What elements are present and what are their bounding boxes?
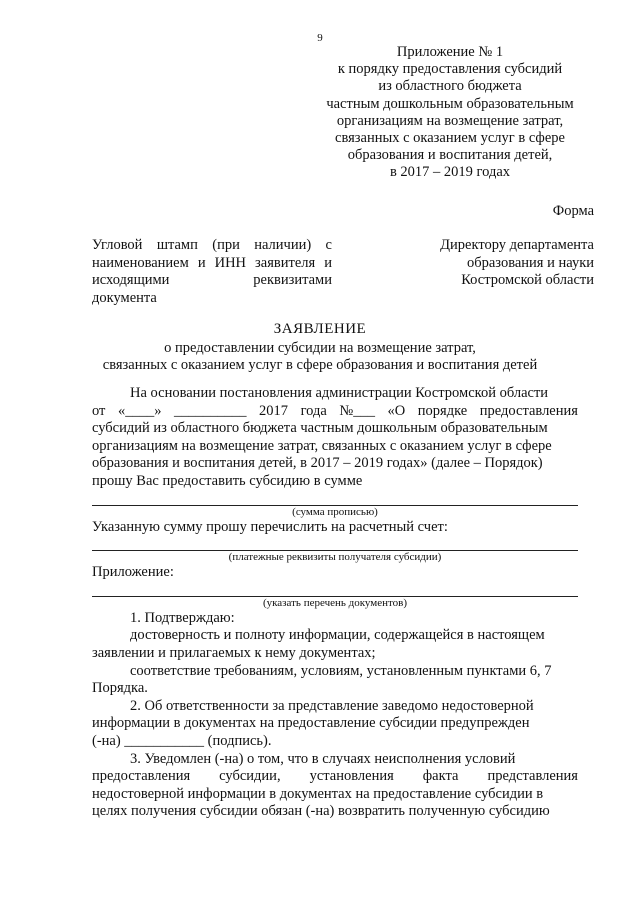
paragraph-line: субсидий из областного бюджета частным дошкольным образовательным [92,420,548,437]
stamp-line [92,272,332,290]
word: от [92,402,106,419]
paragraph-line: 2. Об ответственности за представление заведомо недостоверной [130,697,534,714]
sum-in-words-field[interactable] [92,493,578,506]
stamp-line [92,237,332,255]
word: штамп [156,237,198,253]
account-label: Указанную сумму прошу перечислить на расчетный счет: [92,518,448,535]
word: реквизитами [253,272,332,288]
paragraph-line-justified [92,768,578,786]
application-body [92,385,578,821]
addressee-line: Костромской области [461,272,594,288]
document-subtitle [0,340,640,374]
corner-stamp-note [92,237,332,307]
paragraph-line: образования и воспитания детей, в 2017 – 2019 годах» (далее – Порядок) [92,455,543,472]
word: предоставления [479,402,578,419]
word: субсидии, [219,768,281,785]
addressee-line: Директору департамента [440,237,594,253]
document-title: ЗАЯВЛЕНИЕ [273,321,367,337]
paragraph-line: достоверность и полноту информации, содержащейся в настоящем [130,627,545,644]
annex-line: к порядку предоставления субсидий [337,61,563,78]
word: установления [309,768,394,785]
date-day-blank: «____» [117,402,162,419]
word: с [325,237,332,253]
paragraph-line: заявлении и прилагаемых к нему документах; [92,644,376,661]
annex-line: Приложение № 1 [396,44,504,60]
field-caption: (указать перечень документов) [262,596,408,609]
annex-line: связанных с оказанием услуг в сфере [335,130,565,147]
subtitle-line: о предоставлении субсидии на возмещение затрат, [164,340,476,356]
paragraph-line: недостоверной информации в документах на предоставление субсидии в [92,785,544,802]
word: предоставления [92,768,191,785]
annex-line: организациям на возмещение затрат, [336,112,564,129]
word: порядке [417,402,468,419]
word: 2017 [259,402,289,419]
addressee-line: образования и науки [466,254,594,271]
word: (при [212,237,240,253]
field-caption: (платежные реквизиты получателя субсидии) [228,551,442,564]
word: исходящими [92,272,170,288]
payment-requisites-field[interactable] [92,538,578,551]
word: наличии) [254,237,312,253]
date-month-blank: __________ [174,402,247,419]
signature-line: (-на) ___________ (подпись). [92,732,272,749]
annex-line: образования и воспитания детей, [347,147,553,164]
word: наименованием [92,254,189,271]
paragraph-line: На основании постановления администрации Костромской области [130,385,549,401]
stamp-line: документа [92,289,157,306]
stamp-line [92,255,332,273]
number-blank: №___ [339,402,375,419]
word: заявителя [255,254,316,271]
word: представления [487,768,578,785]
paragraph-line: организациям на возмещение затрат, связанных с оказанием услуг в сфере [92,437,552,454]
field-caption: (сумма прописью) [292,505,378,518]
paragraph-line: 3. Уведомлен (-на) о том, что в случаях неисполнения условий [130,750,516,767]
documents-list-field[interactable] [92,584,578,597]
paragraph-line-justified [92,403,578,421]
paragraph-line: целях получения субсидии обязан (-на) возвратить полученную субсидию [92,803,550,820]
form-label: Форма [552,203,594,219]
word: «О [387,402,406,419]
paragraph-line: прошу Вас предоставить субсидию в сумме [92,472,363,489]
paragraph-line: Порядка. [92,680,148,697]
page-number: 9 [317,32,323,44]
word: факта [422,768,459,785]
subtitle-line: связанных с оказанием услуг в сфере образования и воспитания детей [102,357,538,373]
item-1-title: 1. Подтверждаю: [130,609,235,626]
annex-line: в 2017 – 2019 годах [389,164,511,181]
addressee-block [364,237,594,290]
annex-line: частным дошкольным образовательным [326,95,574,112]
paragraph-line: соответствие требованиям, условиям, установленным пунктами 6, 7 [130,662,552,679]
attachment-label: Приложение: [92,564,174,581]
word: года [300,402,327,419]
paragraph-line: информации в документах на предоставление субсидии предупрежден [92,715,530,732]
word: и [324,254,332,271]
word: и [197,254,206,271]
word: Угловой [92,237,143,253]
annex-line: из областного бюджета [378,78,522,95]
annex-header [300,44,600,182]
word: ИНН [214,254,247,271]
